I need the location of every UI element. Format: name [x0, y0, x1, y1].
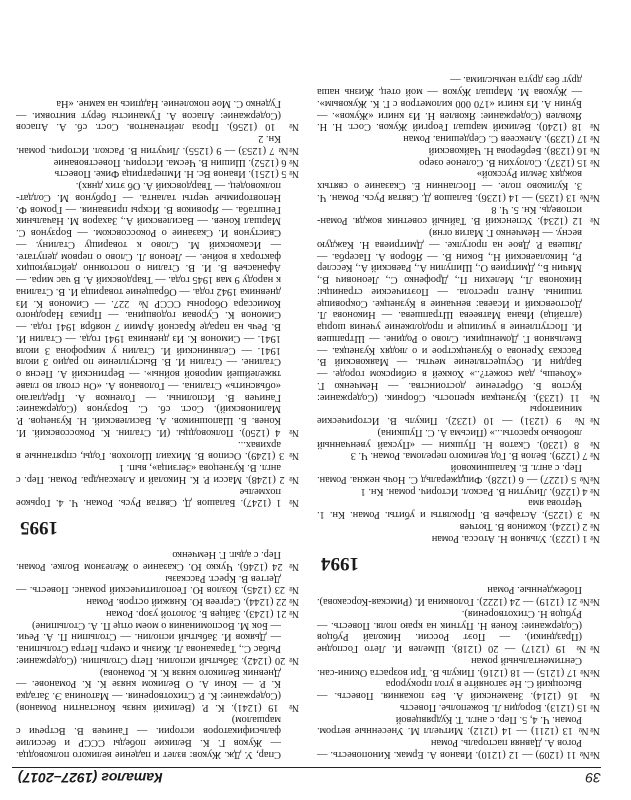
catalog-entry: № 4 (1250). Полководцы. (И. Сталин. К. Рокоссовский. И. Конев. Б. Шапошников. А. Василевский. Н. Кузнецов. Р. Малиновский). Сост. сб. С. Борзунов (Содержание: Ганичев В. Исполины. — Голенков А. Предлагаю «объяснить» Сталина. — Голованов А. «Он стоял во главе тяжелейшей мировой войны». — Вертинский А. Песня о Сталине. — Сталин И. В. Выступление по радио 3 июля 1941. — Селянинский И. Сталин у микрофона 3 июля 1941. — Симонов К. Из дневника 1941 года. — Сталин И. В. Речь на параде Красной Армии 7 ноября 1941 года. — Симонов К. Суровая годовщина. — Приказ Народного Комиссара Обороны СССР № 227. — Симонов К. Из дневника 1942 года. — Обращение товарища И. В. Сталина к народу 9 мая 1945 года. — Твардовский А. В час мира. — Афанасьев В. И. В. Сталин о постоянно действующих факторах в войне. — Леонов Л. Слово о первом депутате. — Исаковский М. Слово к товарищу Сталину. — Свистунов И. Сказание о Рокоссовском. — Борзунов С. Маршал Конев. — Василевский А., Захаров М. Начальник Генштаба. — Яровиков В. Искры призвания. — Громов Ф. Неповторимые черты таланта. — Горбунов М. Солдат-полководец. — Твардовский А. Об этих днях). — [16, 180, 299, 438]
catalog-entry: № 17 (1239). Алексеев С. Сердешина. Роман — [403, 133, 600, 145]
catalog-entry: №№ 9 (1231) — 10 (1232). Пикуль В. Исторические миниатюры — [317, 403, 600, 427]
catalog-entry: № 4 (1226). Личутин В. Раскол. Историч. роман. Кн. 1 — [360, 485, 600, 497]
catalog-entry: № 16 (1214). Знаменский А. Без покаяния. Повесть. — Высоцкий С. Не загоняйте в угол прокурора — [317, 678, 600, 702]
page-number: 39 — [585, 770, 601, 786]
catalog-entry: №№ 7 (1253) — 9 (1255). Личутин В. Раскол. Историч. роман. Кн. 2 — [16, 133, 299, 156]
running-title: Каталог (1927–2017) — [18, 770, 163, 786]
catalog-entry: № 7 (1229). Белов В. Год великого перелома. Роман. Ч. 3 — [350, 450, 600, 462]
entry-list — [16, 549, 299, 714]
entry-continuation: Спар, У. Дж. Жуков: взлет и падение великого полководца. — Жуков Г. К. Великие победы СССР и бессилие фальсификаторов истории. — Ганичев В. Встречи с маршалом) — [16, 713, 281, 760]
catalog-entry: №№ 5 (1227) — 6 (1228). Фицджеральд С. Ночь нежна. Роман. Пер. с англ. Е. Калашниковой — [317, 462, 600, 485]
column-left — [317, 74, 600, 760]
catalog-entry: № 18 (1240). Великий маршал Георгий Жуков. Сост. Н. Н. Яковлев (Содержание: Яковлев Н. Из книги «Жуков». — Бунин А. Из книги «170 000 километров с Г. К. Жуковым». — Жукова М. Маршал Жуков — мой отец. Жизнь наша друг без друга немыслима. — — [317, 74, 600, 133]
catalog-entry: № 2 (1224). Кожинов В. Тютчев — [459, 521, 600, 532]
column-right — [16, 97, 299, 760]
running-header — [12, 767, 601, 786]
catalog-entry: № 15 (1237). Солоухин В. Соленое озеро — [419, 156, 600, 168]
catalog-entry: № 10 (1256). Проза лейтенантов. Сост. сб. А. Апасов (Содержание: Апасов А. Гуманисты берут винтовки. — Гуденко С. Мое поколение. Надпись на камне. «На — [16, 98, 299, 133]
catalog-entry: № 6 (1252). Шишин В. Чесма. Историч. Повествование — [53, 156, 299, 168]
catalog-entry: № 5 (1251). Иванов Вс. Н. Императрица Фике. Повесть — [54, 168, 299, 180]
catalog-entry: № 16 (1238). Берберова Н. Чайковский — [428, 145, 600, 156]
catalog-entry: № 1 (1247). Балашов Д. Святая Русь. Роман. Ч. 4. Горькое похмелье — [16, 485, 299, 509]
catalog-entry: №№ 21 (1219) — 24 (1222). Головкина И. (Римская-Корсакова). Побежденные. Роман — [317, 584, 600, 608]
catalog-entry: №№ 13 (1235) — 14 (1236). Балашов Д. Святая Русь. Роман. Ч. 3. Куликово поле. — Посланнин Е. Сказание о святых вождях Земли Русской» — [317, 168, 600, 203]
catalog-entry: №№ 13 (1211) — 14 (1212). Митчелл М. Унесенные ветром. Роман. Ч. 4, 5. Пер. с англ. Т. Кудрявцевой — [317, 713, 600, 737]
catalog-entry: № 3 (1249). Осипов В. Михаил Шолохов. Годы, спрятанные в архивах... — [16, 438, 299, 462]
catalog-entry: № 23 (1245). Козлов Ю. Геополитический романс. Повесть. — Дегтев В. Крест. Рассказы — [16, 572, 299, 596]
entry-list — [317, 584, 600, 760]
catalog-entry: № 12 (1234). Успенский В. Тайный советник вождя. Роман-исповедь. Кн. 5. Ч. 8 — [317, 203, 600, 227]
catalog-entry: № 11 (1233). Кузнецкая крепость. Сборник. (Содержание: Кустов Б. Обретение достоинства. — Немченко Г. «Хочешь, дам сюжет?..» Хоккей в сибирском городе. — Бардин И. Осуществление мечты. — Маяковский В. Рассказ Хренова о Кузнецкстрое и о людях Кузнецка. — Емельянов Г. Доменщики. Слово о Родине. — Штрапшев И. Поступление в училище и продолжение учения шорца (алтайца) Ивана Матвеева Штрапшева. — Никонова Л. Достоевский и Исаева: венчание в Кузнецке. Сокровище тишины. Ангел престола. — Поэтические страницы: Никонова Л., Мелехин П., Дрофенко С., Леонович В., Мячин Б., Дмитриев О., Шипулин А., Раевский А., Кесслер Р., Николаевский Н., Бокин В. — Яборов А. Пасерба. — Ляшева Р. Двое на прогулке. — Дмитриева Н. Каждую весну. — Немченко Г. Магия огня) — [317, 227, 600, 403]
catalog-entry: № 15 (1213). Бородин Л. Божеполье. Повесть — [399, 702, 600, 713]
catalog-entry: № 19 (1241). К. Р. (Великий князь Константин Романов) (Содержание: К. Р. Стихотворения. — Матонина Э. Загадка К. Р. — Кони А. О Великом князе К. К. Романове. — Дневник Великого князя К. К. Романова) — [16, 666, 299, 713]
catalog-entry: № 1 (1223). Ульянов Н. Атосса. Роман — [431, 532, 600, 544]
catalog-entry: № 22 (1244). Сергеев Ю. Княжий остров. Роман — [86, 596, 299, 608]
catalog-entry: № 24 (1246). Чукко Ю. Сказание о Железном Волке. Роман. Пер. с адыг. Г. Немченко — [16, 549, 299, 572]
catalog-entry: №№ 17 (1215) — 18 (1216). Пикуль В. Три возраста Окини-сан. Сентиментальный роман — [317, 655, 600, 678]
catalog-entry: № 3 (1225). Астафьев В. Прокляты и убиты. Роман. Кн. 1. Чертова яма — [317, 497, 600, 521]
year-heading: 1994 — [321, 552, 359, 574]
catalog-entry: № 20 (1242). Забытый исполин. Петр Столыпин. (Содержание: Рыбас С., Тараканова Л. Жизнь и смерть Петра Столыпина. — Дьяков И. Забытый исполин. — Столыпин П. А. Речи. — Бок М. Воспоминания о моем отце П. А. Столыпине) — [16, 619, 299, 666]
entry-list — [317, 74, 600, 544]
catalog-entry: № 8 (1230). Скатов Н. Пушкин — «Пускай увенчанный любовью красоты...» (Письма А. С. Пушкина) — [317, 427, 600, 450]
entry-list — [16, 97, 299, 508]
catalog-entry: №№ 19 (1217) — 20 (1218). Шмелев И. Лето Господне (Праздники). — Поэт России. Николай Рубцов (Содержание: Конев Н. Путник на краю поля. Повесть. — Рубцов Н. Стихотворения). — [317, 608, 600, 655]
catalog-entry: № 2 (1248). Масси Р. К. Николай и Александра. Роман. Пер. с англ. В. Кузнецова «Зегзица», вып. 1 — [16, 462, 299, 485]
year-heading: 1995 — [20, 517, 58, 539]
catalog-entry: № 21 (1243). Зайцев Б. Золотой узор. Роман — [106, 608, 299, 619]
catalog-entry: №№ 11 (1209) — 12 (1210). Иванов А. Ермак. Киноповесть. — Рогов А. Давняя пастораль. Роман — [317, 737, 600, 760]
